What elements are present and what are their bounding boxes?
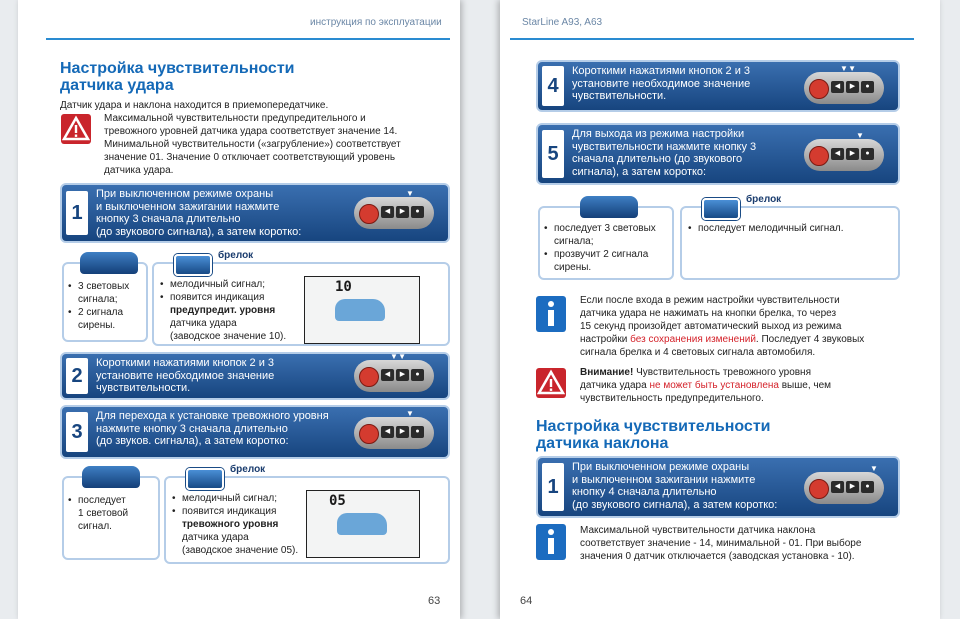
section-title bbox=[536, 418, 770, 452]
header-rule bbox=[46, 38, 450, 40]
fob-label: брелок bbox=[746, 194, 782, 205]
list-item: • 2 сигнала сирены. bbox=[68, 306, 146, 332]
fob-result-box bbox=[680, 194, 900, 280]
warning-icon bbox=[61, 114, 91, 144]
step-number: 1 bbox=[542, 463, 564, 511]
lcd-display bbox=[304, 276, 420, 344]
lcd-value: 05 bbox=[329, 493, 346, 509]
step-1-box bbox=[60, 183, 450, 243]
keyfob-buttons-icon: ▼ ◀ ▶ ● bbox=[804, 139, 884, 171]
warning-icon bbox=[536, 368, 566, 398]
step-tilt-1-box bbox=[536, 456, 900, 518]
list-item: • последует bbox=[68, 494, 158, 507]
step-text: Короткими нажатиями кнопок 2 и 3 установите необходимое значение чувствительности. bbox=[572, 65, 751, 102]
title-line-1: Настройка чувствительности bbox=[60, 60, 295, 77]
step-number: 1 bbox=[66, 191, 88, 235]
car-result-box bbox=[62, 476, 160, 560]
step-number: 2 bbox=[66, 358, 88, 394]
list-item: сигнала; bbox=[554, 236, 594, 247]
step-text: Для выхода из режима настройки чувствительности нажмите кнопку 3 сначала длительно (до звукового сигнала), а затем коротко: bbox=[572, 128, 757, 178]
list-item: датчика удара bbox=[170, 318, 237, 329]
header-rule bbox=[510, 38, 914, 40]
list-item: (заводское значение 05). bbox=[182, 545, 299, 556]
title-line-2: датчика наклона bbox=[536, 435, 669, 452]
list-item: • последует 3 световых bbox=[544, 222, 672, 235]
list-item: • появится индикация bbox=[172, 505, 448, 518]
list-item: • появится индикация bbox=[160, 291, 448, 304]
section-title bbox=[60, 60, 294, 94]
warning-text: Максимальной чувствительности предупредительного и тревожного уровней датчика удара соответствует значение 14. Минимальной чувствительности («загрубление») соответствует значение 01. Значение 0 отключает соответствующий уровень датчика удара. bbox=[104, 113, 401, 176]
list-item: • 3 световых сигнала; bbox=[68, 280, 146, 306]
car-icon bbox=[335, 299, 385, 321]
step-number: 3 bbox=[66, 412, 88, 452]
running-header: инструкция по эксплуатации bbox=[310, 17, 442, 28]
step-text: Для перехода к установке тревожного уровня нажмите кнопку 3 сначала длительно (до звуков. сигнала), а затем коротко: bbox=[96, 410, 329, 447]
fob-label: брелок bbox=[230, 464, 266, 475]
step-5-box bbox=[536, 123, 900, 185]
list-item: • мелодичный сигнал; bbox=[172, 492, 448, 505]
car-result-box bbox=[538, 206, 674, 280]
car-icon bbox=[580, 196, 638, 218]
list-item: • мелодичный сигнал; bbox=[160, 278, 448, 291]
keyfob-icon bbox=[702, 198, 740, 220]
title-line-2: датчика удара bbox=[60, 77, 174, 94]
list-item: сирены. bbox=[554, 262, 592, 273]
page-number: 63 bbox=[428, 595, 441, 607]
step-2-box bbox=[60, 352, 450, 400]
info-text: Максимальной чувствительности датчика наклона соответствует значение - 14, минимальной - 01. При выборе значения 0 датчик отключается (заводская установка - 10). bbox=[580, 525, 862, 562]
fob-result-box bbox=[152, 250, 450, 346]
fob-result-box bbox=[164, 464, 450, 564]
info-icon bbox=[536, 296, 566, 332]
right-page bbox=[500, 0, 940, 619]
list-item: (заводское значение 10). bbox=[170, 331, 287, 342]
list-item: сигнал. bbox=[78, 521, 112, 532]
list-item-bold: тревожного уровня bbox=[182, 519, 279, 530]
list-item: 1 световой bbox=[78, 508, 129, 519]
keyfob-buttons-icon: ▼ ◀ ▶ ● bbox=[804, 472, 884, 504]
step-text: При выключенном режиме охраны и выключенном зажигании нажмите кнопку 3 сначала длительно (до звукового сигнала), а затем коротко: bbox=[96, 188, 302, 238]
keyfob-icon bbox=[186, 468, 224, 490]
running-header: StarLine A93, A63 bbox=[522, 17, 603, 28]
list-item: датчика удара bbox=[182, 532, 249, 543]
step-text: При выключенном режиме охраны и выключенном зажигании нажмите кнопку 4 сначала длительно (до звукового сигнала), а затем коротко: bbox=[572, 461, 778, 511]
step-number: 5 bbox=[542, 130, 564, 178]
list-item-bold: предупредит. уровня bbox=[170, 305, 276, 316]
keyfob-buttons-icon: ▼ ▼ ◀ ▶ ● bbox=[354, 360, 434, 392]
keyfob-buttons-icon: ▼ ▼ ◀ ▶ ● bbox=[804, 72, 884, 104]
left-page bbox=[18, 0, 460, 619]
title-line-1: Настройка чувствительности bbox=[536, 418, 771, 435]
keyfob-buttons-icon: ▼ ◀ ▶ ● bbox=[354, 417, 434, 449]
car-icon bbox=[82, 466, 140, 488]
intro-text: Датчик удара и наклона находится в приемопередатчике. bbox=[60, 100, 329, 111]
step-3-box bbox=[60, 405, 450, 459]
info-text: Если после входа в режим настройки чувствительности датчика удара не нажимать на кнопки брелка, то через 15 секунд произойдет автоматический выход из режима настройки без сохранения изменений. Последует 4 звуковых сигнала брелка и 4 световых сигнала автомобиля. bbox=[580, 295, 865, 358]
step-text: Короткими нажатиями кнопок 2 и 3 установите необходимое значение чувствительности. bbox=[96, 357, 275, 394]
car-icon bbox=[80, 252, 138, 274]
list-item: • последует мелодичный сигнал. bbox=[688, 222, 898, 235]
keyfob-buttons-icon: ▼ ◀ ▶ ● bbox=[354, 197, 434, 229]
step-4-box bbox=[536, 60, 900, 112]
lcd-value: 10 bbox=[335, 279, 352, 295]
step-number: 4 bbox=[542, 66, 564, 106]
lcd-display bbox=[306, 490, 420, 558]
page-number: 64 bbox=[520, 595, 533, 607]
info-icon bbox=[536, 524, 566, 560]
car-icon bbox=[337, 513, 387, 535]
fob-label: брелок bbox=[218, 250, 254, 261]
keyfob-icon bbox=[174, 254, 212, 276]
warning-text: Внимание! Чувствительность тревожного уровня датчика удара не может быть установлена выше, чем чувствительность предупредительного. bbox=[580, 367, 832, 404]
list-item: • прозвучит 2 сигнала bbox=[544, 248, 672, 261]
car-result-box bbox=[62, 262, 148, 342]
